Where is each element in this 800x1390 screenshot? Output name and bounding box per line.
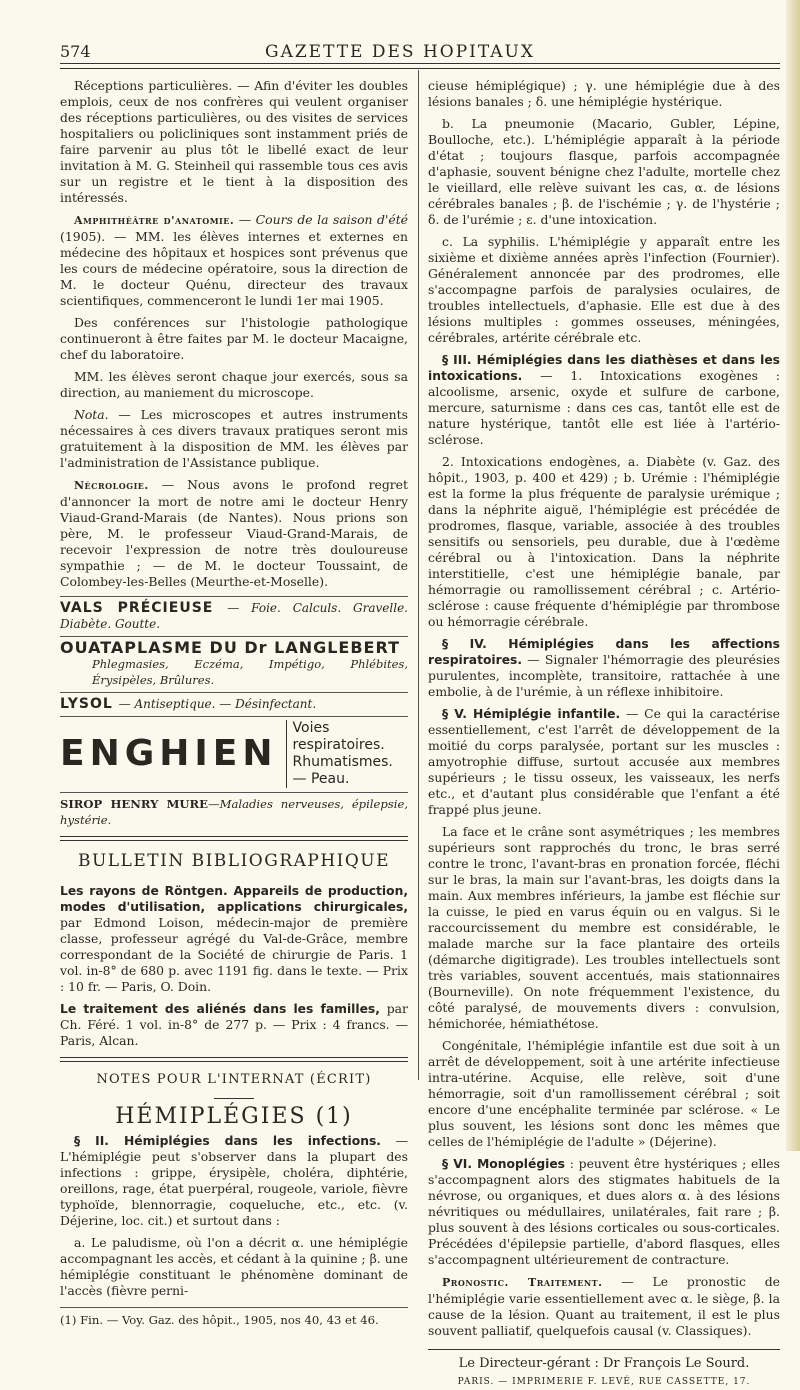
- para-pronostic: [428, 1274, 780, 1339]
- column-divider: [418, 70, 419, 1080]
- ad-ouataplasme: [60, 636, 408, 688]
- amphi-notice: Amphithéâtre d'anatomie. — Cours de la saison d'été (1905). — MM. les élèves internes et externes en médecine des hôpitaux et hospices sont prévenus que les cours de médecine opératoire, sous la direction de M. le docteur Quénu, directeur des travaux scientifiques, commenceront le lundi 1er mai 1905.: [60, 212, 409, 308]
- section-6-heading: § VI. Monoplégies: [442, 1157, 565, 1171]
- ad-enghien-line2: Rhumatismes. — Peau.: [292, 754, 393, 787]
- amphi-text: (1905). — MM. les élèves internes et externes en médecine des hôpitaux et hospices sont prévenus que les cours de médecine opératoire, sous la direction de M. le docteur Quénu, directeur des travaux scientifiques, commenceront le lundi 1er mai 1905.: [60, 229, 408, 308]
- pronostic-text: — Le pronostic de l'hémiplégie varie essentiellement avec α. le siège, β. la cause de la lésion. Quant au traitement, il est le plus souvent palliatif, quelquefois causal (v. Classiques).: [428, 1274, 780, 1338]
- nota-text: — Les microscopes et autres instruments nécessaires à ces divers travaux pratiques seront mis gratuitement à la disposition de MM. les élèves par l'administration de l'Assistance publique.: [60, 407, 408, 470]
- ad-vals: [60, 596, 408, 632]
- necrology-text: — Nous avons le profond regret d'annoncer la mort de notre ami le docteur Henry Viaud-Grand-Marais (de Nantes). Nous prions son père, M. le professeur Viaud-Grand-Marais, de recevoir l'expression de notre très douloureuse sympathie ; — de M. le docteur Toussaint, de Colombey-les-Belles (Meurthe-et-Moselle).: [60, 477, 408, 589]
- nota-notice: [60, 407, 408, 471]
- section-3-heading: § III. Hémiplégies dans les diathèses et dans les intoxications.: [428, 353, 780, 383]
- ad-sirop-text: —Maladies nerveuses, épilepsie, hystérie.: [60, 797, 408, 827]
- footnote: (1) Fin. — Voy. Gaz. des hôpit., 1905, nos 40, 43 et 46.: [60, 1307, 408, 1328]
- ad-enghien: [60, 716, 408, 788]
- book-alienes-text: par Ch. Féré. 1 vol. in-8° de 277 p. — Prix : 4 francs. — Paris, Alcan.: [60, 1001, 408, 1048]
- book-roentgen: [60, 883, 408, 995]
- signature: Le Directeur-gérant : Dr François Le Sourd.: [428, 1349, 780, 1372]
- conferences-notice: Des conférences sur l'histologie pathologique continueront à être faites par M. le docteur Macaigne, chef du laboratoire.: [60, 315, 408, 362]
- section-2-text: — L'hémiplégie peut s'observer dans la plupart des infections : grippe, érysipèle, choléra, diphtérie, oreillons, rage, état puerpéral, rougeole, variole, fièvre typhoïde, blennorragie, coqueluche, etc., etc. (v. Déjerine, loc. cit.) et surtout dans :: [60, 1133, 408, 1228]
- notes-title: NOTES POUR L'INTERNAT (ÉCRIT): [96, 1072, 372, 1087]
- ad-enghien-line1: Voies respiratoires.: [292, 720, 385, 753]
- para-endogenes: 2. Intoxications endogènes, a. Diabète (v. Gaz. des hôpit., 1903, p. 400 et 429) ; b. Urémie : l'hémiplégie est la forme la plus fréquente de paralysie urémique ; dans la néphrite aiguë, l'hémiplégie est précédée de prodromes, flasque, variable, associée à des troubles sensitifs ou sensoriels, peu durable, due à l'œdème cérébral ou à l'intoxication. Dans la néphrite interstitielle, c'est une hémiplégie banale, par hémorragie ou ramollissement cérébral ; c. Artério-sclérose : cause fréquente d'hémiplégie par thrombose ou hémorragie cérébrale.: [428, 454, 780, 629]
- ad-vals-name: VALS PRÉCIEUSE: [60, 600, 214, 616]
- book-roentgen-title: Les rayons de Röntgen. Appareils de production, modes d'utilisation, applications chirurgicales,: [60, 884, 408, 914]
- book-alienes: [60, 1001, 408, 1049]
- section-2a: a. Le paludisme, où l'on a décrit α. une hémiplégie accompagnant les accès, et cédant à la quinine ; β. une hémiplégie constituant le phénomène dominant de l'accès (fièvre perni-: [60, 1235, 408, 1298]
- journal-title: GAZETTE DES HOPITAUX: [264, 42, 535, 62]
- section-5: [428, 706, 780, 818]
- ad-sirop: [60, 792, 408, 828]
- section-3: [428, 352, 780, 448]
- necrology-notice: [60, 477, 408, 590]
- book-roentgen-text: par Edmond Loison, médecin-major de première classe, professeur agrégé du Val-de-Grâce, membre correspondant de la Société de chirurgie de Paris. 1 vol. in-8° de 680 p. avec 1191 fig. dans le texte. — Prix : 10 fr. — Paris, O. Doin.: [60, 915, 408, 994]
- eleves-notice: MM. les élèves seront chaque jour exercés, sous sa direction, au maniement du microscope.: [60, 369, 408, 400]
- receptions-notice: Réceptions particulières. — Afin d'éviter les doubles emplois, ceux de nos confrères qui veulent organiser des réceptions particulières, ou des visites de services hospitaliers ou policliniques sont instamment priés de faire parvenir au plus tôt le libellé exact de leur invitation à M. G. Steinheil qui rassemble tous ces avis sur un registre et le tient à la disposition des intéressés.: [60, 78, 408, 205]
- ad-sirop-name: SIROP HENRY MURE: [60, 797, 208, 811]
- ad-ouata-sub: Phlegmasies, Eczéma, Impétigo, Phlébites, Érysipèles, Brûlures.: [92, 657, 408, 687]
- ad-ouata-name: OUATAPLASME DU Dr LANGLEBERT: [60, 638, 400, 657]
- short-rule: [214, 1098, 254, 1099]
- section-4-heading: § IV. Hémiplégies dans les affections respiratoires.: [428, 637, 780, 667]
- ad-lysol: [60, 692, 408, 712]
- section-5-heading: § V. Hémiplégie infantile.: [442, 707, 621, 721]
- para-face: La face et le crâne sont asymétriques ; les membres supérieurs sont rapprochés du tronc, le bras serré contre le tronc, l'avant-bras en pronation forcée, fléchi sur le bras, la main sur l'avant-bras, les doigts dans la main. Aux membres inférieurs, la jambe est fléchie sur la cuisse, le pied en varus équin ou en valgus. Si le raccourcissement du membre est considérable, le malade marche sur la face plantaire des orteils (démarche digitigrade). Les troubles intellectuels sont très variables, souvent accentués, mais stationnaires (Bourneville). On note fréquemment l'existence, du côté paralysé, de mouvements divers : convulsion, hémichorée, hémiathétose.: [428, 824, 780, 1031]
- section-4-text: — Signaler l'hémorragie des pleurésies purulentes, incomplète, transitoire, rattachée à une embolie, à de l'urémie, à un réflexe inhibitoire.: [428, 652, 780, 699]
- double-rule-2: [60, 1057, 408, 1062]
- right-column: [428, 78, 780, 1390]
- para-congenitale: Congénitale, l'hémiplégie infantile est due soit à un arrêt de développement, soit à une artérite infectieuse intra-utérine. Acquise, elle relève, soit d'une hémorragie, soit d'un ramollissement cérébral ; soit encore d'une encéphalite terminée par sclérose. « Le plus souvent, les lésions sont donc les mêmes que celles de l'hémiplégie de l'adulte » (Déjerine).: [428, 1038, 780, 1149]
- ad-lysol-name: LYSOL: [60, 696, 113, 712]
- ad-enghien-side: [286, 720, 408, 788]
- section-6: [428, 1156, 780, 1268]
- section-2: [60, 1133, 408, 1229]
- para-1: cieuse hémiplégique) ; γ. une hémiplégie due à des lésions banales ; δ. une hémiplégie hystérique.: [428, 78, 780, 109]
- section-3-text: — 1. Intoxications exogènes : alcoolisme, arsenic, oxyde et sulfure de carbone, mercure, saturnisme : dans ces cas, tantôt elle est de nature hystérique, tantôt elle est liée à l'artério-sclérose.: [428, 368, 780, 447]
- left-column: [60, 78, 408, 1328]
- pronostic-heading: Pronostic. Traitement.: [442, 1276, 603, 1289]
- para-syphilis: c. La syphilis. L'hémiplégie y apparaît entre les sixième et dixième années après l'infection (Fournier). Généralement annoncée par des prodromes, elle s'accompagne parfois de paralysies oculaires, de troubles intellectuels, d'aphasie. Elle est due à des lésions multiples : gommes osseuses, méningées, cérébrales, artérite cérébrale etc.: [428, 234, 780, 345]
- section-6-text: : peuvent être hystériques ; elles s'accompagnent alors des stigmates habituels de la névrose, ou organiques, et dues alors α. à des lésions névritiques ou médullaires, unilatérales, fait rare ; β. plus souvent à des lésions corticales ou sous-corticales. Précédées d'épilepsie partielle, d'abord flasques, elles s'accompagnent ultérieurement de contracture.: [428, 1156, 780, 1267]
- nota-label: Nota.: [74, 407, 109, 422]
- section-5-text: — Ce qui la caractérise essentiellement, c'est l'arrêt de développement de la moitié du corps paralysée, portant sur les muscles : amyotrophie diffuse, surtout accusée aux membres supérieurs ; le tissu osseux, les vaisseaux, les nerfs etc., et d'autant plus considérable que l'enfant a été frappé plus jeune.: [428, 706, 780, 817]
- ad-enghien-name: ENGHIEN: [60, 733, 278, 774]
- amphi-heading: Amphithéâtre d'anatomie.: [74, 214, 235, 227]
- page-edge: [786, 0, 800, 1151]
- hemiplegies-title: HÉMIPLÉGIES (1): [115, 1104, 353, 1129]
- bulletin-title: BULLETIN BIBLIOGRAPHIQUE: [77, 851, 391, 871]
- amphi-course: Cours de la saison d'été: [255, 212, 409, 227]
- section-4: [428, 636, 780, 700]
- book-alienes-title: Le traitement des aliénés dans les familles,: [60, 1002, 380, 1016]
- header-rule: [60, 63, 780, 69]
- para-pneumonie: b. La pneumonie (Macario, Gubler, Lépine, Boulloche, etc.). L'hémiplégie apparaît à la période d'état ; toujours flasque, parfois accompagnée d'aphasie, souvent bénigne chez l'adulte, mortelle chez le vieillard, elle relève suivant les cas, α. de lésions cérébrales banales ; β. de l'ischémie ; γ. de l'hystérie ; δ. de l'urémie ; ε. d'une intoxication.: [428, 116, 780, 227]
- ad-vals-text: — Foie. Calculs. Gravelle. Diabète. Goutte.: [60, 601, 408, 631]
- imprint: PARIS. — IMPRIMERIE F. LEVÉ, RUE CASSETTE, 17.: [457, 1377, 751, 1387]
- section-2-heading: § II. Hémiplégies dans les infections.: [74, 1134, 381, 1148]
- ad-lysol-text: — Antiseptique. — Désinfectant.: [118, 697, 317, 711]
- page-number: 574: [60, 42, 91, 61]
- necrology-heading: Nécrologie.: [74, 479, 149, 492]
- double-rule: [60, 836, 408, 841]
